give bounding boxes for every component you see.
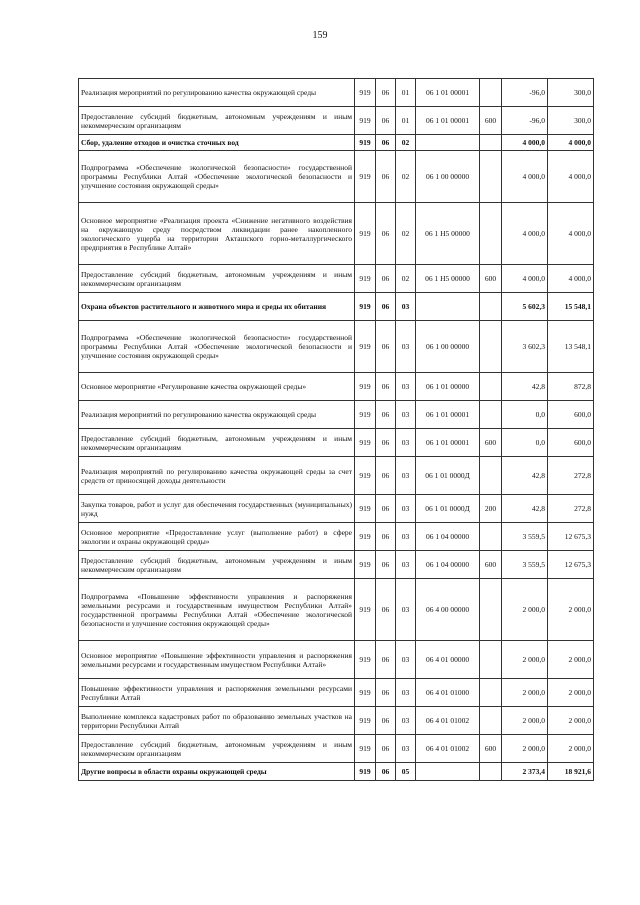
cell-expense-type: 600 [480,735,502,763]
cell-amount-1: 2 000,0 [502,641,548,679]
table-row [79,265,594,293]
cell-section: 06 [376,151,396,203]
cell-grbs: 919 [355,523,376,551]
page-number: 159 [312,30,328,41]
cell-amount-1: 42,8 [502,373,548,401]
cell-grbs: 919 [355,679,376,707]
cell-subsection: 03 [396,457,416,495]
cell-amount-1: 4 000,0 [502,203,548,265]
cell-amount-1: 2 000,0 [502,735,548,763]
cell-target-article: 06 1 04 00000 [416,551,480,579]
cell-grbs: 919 [355,79,376,107]
cell-target-article: 06 4 01 00000 [416,641,480,679]
cell-expense-type [480,401,502,429]
cell-grbs: 919 [355,373,376,401]
table-row [79,495,594,523]
cell-subsection: 03 [396,401,416,429]
cell-amount-1: -96,0 [502,79,548,107]
table-row [79,707,594,735]
row-name: Охрана объектов растительного и животного мира и среды их обитания [79,293,355,321]
row-name: Повышение эффективности управления и распоряжения земельными ресурсами Республики Алтай [79,679,355,707]
cell-amount-1: 42,8 [502,457,548,495]
cell-subsection: 03 [396,495,416,523]
cell-amount-2: 300,0 [548,107,594,135]
table-row [79,79,594,107]
cell-amount-1: 5 602,3 [502,293,548,321]
cell-section: 06 [376,429,396,457]
cell-amount-2: 12 675,3 [548,551,594,579]
cell-section: 06 [376,735,396,763]
cell-grbs: 919 [355,401,376,429]
cell-expense-type [480,321,502,373]
cell-grbs: 919 [355,107,376,135]
cell-section: 06 [376,641,396,679]
table-row [79,457,594,495]
row-name: Предоставление субсидий бюджетным, автономным учреждениям и иным некоммерческим организациям [79,107,355,135]
cell-expense-type [480,523,502,551]
cell-amount-1: 3 559,5 [502,523,548,551]
cell-expense-type [480,579,502,641]
cell-expense-type [480,203,502,265]
cell-amount-2: 4 000,0 [548,135,594,151]
table-row [79,107,594,135]
cell-section: 06 [376,679,396,707]
cell-section: 06 [376,763,396,781]
cell-amount-1: 4 000,0 [502,265,548,293]
cell-subsection: 03 [396,551,416,579]
table-row [79,679,594,707]
cell-expense-type [480,135,502,151]
budget-table [78,78,594,781]
cell-target-article [416,135,480,151]
cell-amount-2: 13 548,1 [548,321,594,373]
cell-amount-2: 272,8 [548,495,594,523]
cell-section: 06 [376,373,396,401]
cell-amount-2: 2 000,0 [548,641,594,679]
cell-grbs: 919 [355,135,376,151]
cell-amount-1: 2 000,0 [502,707,548,735]
row-name: Подпрограмма «Повышение эффективности управления и распоряжения земельными ресурсами и государственным имуществом Республики Алтай» государственной программы Республики Алтай «Обеспечение экологической безопасности и улучшение состояния окружающей среды» [79,579,355,641]
cell-expense-type [480,293,502,321]
cell-grbs: 919 [355,429,376,457]
table-row [79,321,594,373]
table-row [79,293,594,321]
cell-expense-type: 600 [480,429,502,457]
cell-target-article: 06 4 00 00000 [416,579,480,641]
cell-subsection: 03 [396,707,416,735]
cell-grbs: 919 [355,641,376,679]
cell-target-article: 06 1 00 00000 [416,151,480,203]
cell-subsection: 01 [396,79,416,107]
cell-target-article: 06 4 01 01002 [416,735,480,763]
row-name: Предоставление субсидий бюджетным, автономным учреждениям и иным некоммерческим организациям [79,551,355,579]
cell-target-article [416,293,480,321]
cell-subsection: 01 [396,107,416,135]
cell-section: 06 [376,457,396,495]
cell-section: 06 [376,579,396,641]
table-row [79,429,594,457]
table-row [79,763,594,781]
cell-grbs: 919 [355,763,376,781]
cell-target-article: 06 1 01 00000 [416,373,480,401]
cell-grbs: 919 [355,707,376,735]
cell-amount-1: 4 000,0 [502,135,548,151]
cell-amount-1: -96,0 [502,107,548,135]
cell-section: 06 [376,293,396,321]
cell-section: 06 [376,79,396,107]
cell-amount-2: 2 000,0 [548,579,594,641]
cell-grbs: 919 [355,735,376,763]
cell-amount-2: 872,8 [548,373,594,401]
cell-grbs: 919 [355,495,376,523]
cell-subsection: 03 [396,641,416,679]
cell-amount-1: 42,8 [502,495,548,523]
cell-subsection: 05 [396,763,416,781]
cell-target-article: 06 1 Н5 00000 [416,203,480,265]
row-name: Выполнение комплекса кадастровых работ по образованию земельных участков на территории Республики Алтай [79,707,355,735]
row-name: Предоставление субсидий бюджетным, автономным учреждениям и иным некоммерческим организациям [79,735,355,763]
cell-grbs: 919 [355,551,376,579]
cell-amount-2: 4 000,0 [548,265,594,293]
cell-subsection: 02 [396,203,416,265]
cell-target-article [416,763,480,781]
cell-grbs: 919 [355,265,376,293]
cell-subsection: 02 [396,151,416,203]
cell-section: 06 [376,551,396,579]
row-name: Закупка товаров, работ и услуг для обеспечения государственных (муниципальных) нужд [79,495,355,523]
row-name: Предоставление субсидий бюджетным, автономным учреждениям и иным некоммерческим организациям [79,265,355,293]
cell-expense-type [480,457,502,495]
table-row [79,203,594,265]
cell-expense-type [480,79,502,107]
table-row [79,551,594,579]
cell-grbs: 919 [355,151,376,203]
cell-amount-2: 600,0 [548,429,594,457]
row-name: Реализация мероприятий по регулированию качества окружающей среды [79,79,355,107]
cell-grbs: 919 [355,203,376,265]
cell-grbs: 919 [355,293,376,321]
cell-expense-type: 200 [480,495,502,523]
cell-expense-type [480,641,502,679]
cell-expense-type: 600 [480,107,502,135]
cell-grbs: 919 [355,457,376,495]
row-name: Основное мероприятие «Повышение эффективности управления и распоряжения земельными ресурсами и государственным имуществом Республики Алтай» [79,641,355,679]
cell-subsection: 03 [396,523,416,551]
cell-subsection: 03 [396,373,416,401]
table-row [79,401,594,429]
cell-section: 06 [376,135,396,151]
cell-subsection: 02 [396,135,416,151]
cell-section: 06 [376,401,396,429]
cell-amount-2: 2 000,0 [548,735,594,763]
cell-expense-type: 600 [480,265,502,293]
row-name: Подпрограмма «Обеспечение экологической безопасности» государственной программы Республики Алтай «Обеспечение экологической безопасности и улучшение состояния окружающей среды» [79,151,355,203]
cell-amount-2: 15 548,1 [548,293,594,321]
cell-expense-type [480,151,502,203]
table-row [79,579,594,641]
cell-subsection: 03 [396,679,416,707]
row-name: Сбор, удаление отходов и очистка сточных вод [79,135,355,151]
cell-expense-type: 600 [480,551,502,579]
cell-amount-2: 2 000,0 [548,707,594,735]
cell-section: 06 [376,523,396,551]
cell-target-article: 06 4 01 01002 [416,707,480,735]
row-name: Основное мероприятие «Реализация проекта «Снижение негативного воздействия на окружающую среду посредством ликвидации ранее накопленного экологического ущерба на территории Акташского горно-металлургического предприятия в Республике Алтай» [79,203,355,265]
cell-subsection: 03 [396,735,416,763]
table-row [79,373,594,401]
row-name: Основное мероприятие «Регулирование качества окружающей среды» [79,373,355,401]
cell-target-article: 06 1 04 00000 [416,523,480,551]
cell-target-article: 06 4 01 01000 [416,679,480,707]
cell-target-article: 06 1 01 00001 [416,429,480,457]
row-name: Реализация мероприятий по регулированию качества окружающей среды [79,401,355,429]
cell-expense-type [480,707,502,735]
row-name: Реализация мероприятий по регулированию качества окружающей среды за счет средств от приносящей доходы деятельности [79,457,355,495]
cell-amount-1: 2 000,0 [502,679,548,707]
cell-subsection: 03 [396,429,416,457]
cell-subsection: 03 [396,579,416,641]
row-name: Другие вопросы в области охраны окружающей среды [79,763,355,781]
cell-subsection: 02 [396,265,416,293]
cell-expense-type [480,373,502,401]
cell-amount-1: 3 559,5 [502,551,548,579]
cell-amount-2: 18 921,6 [548,763,594,781]
cell-section: 06 [376,495,396,523]
cell-section: 06 [376,321,396,373]
table-row [79,735,594,763]
cell-target-article: 06 1 Н5 00000 [416,265,480,293]
cell-section: 06 [376,203,396,265]
cell-target-article: 06 1 01 00001 [416,107,480,135]
cell-amount-1: 4 000,0 [502,151,548,203]
row-name: Предоставление субсидий бюджетным, автономным учреждениям и иным некоммерческим организациям [79,429,355,457]
row-name: Основное мероприятие «Предоставление услуг (выполнение работ) в сфере экологии и охраны окружающей среды» [79,523,355,551]
cell-amount-2: 272,8 [548,457,594,495]
table-body [79,79,594,781]
row-name: Подпрограмма «Обеспечение экологической безопасности» государственной программы Республики Алтай «Обеспечение экологической безопасности и улучшение состояния окружающей среды» [79,321,355,373]
cell-expense-type [480,763,502,781]
cell-section: 06 [376,265,396,293]
cell-subsection: 03 [396,321,416,373]
cell-amount-1: 2 373,4 [502,763,548,781]
cell-amount-2: 600,0 [548,401,594,429]
cell-target-article: 06 1 00 00000 [416,321,480,373]
cell-amount-2: 4 000,0 [548,203,594,265]
cell-amount-1: 0,0 [502,401,548,429]
cell-expense-type [480,679,502,707]
cell-section: 06 [376,107,396,135]
cell-target-article: 06 1 01 00001 [416,401,480,429]
cell-amount-1: 2 000,0 [502,579,548,641]
cell-grbs: 919 [355,579,376,641]
cell-target-article: 06 1 01 00001 [416,79,480,107]
cell-amount-2: 12 675,3 [548,523,594,551]
cell-subsection: 03 [396,293,416,321]
table-row [79,523,594,551]
cell-amount-2: 4 000,0 [548,151,594,203]
cell-grbs: 919 [355,321,376,373]
cell-amount-2: 300,0 [548,79,594,107]
cell-target-article: 06 1 01 0000Д [416,495,480,523]
cell-amount-1: 0,0 [502,429,548,457]
cell-amount-2: 2 000,0 [548,679,594,707]
table-row [79,151,594,203]
table-row [79,135,594,151]
cell-amount-1: 3 602,3 [502,321,548,373]
cell-section: 06 [376,707,396,735]
cell-target-article: 06 1 01 0000Д [416,457,480,495]
table-row [79,641,594,679]
